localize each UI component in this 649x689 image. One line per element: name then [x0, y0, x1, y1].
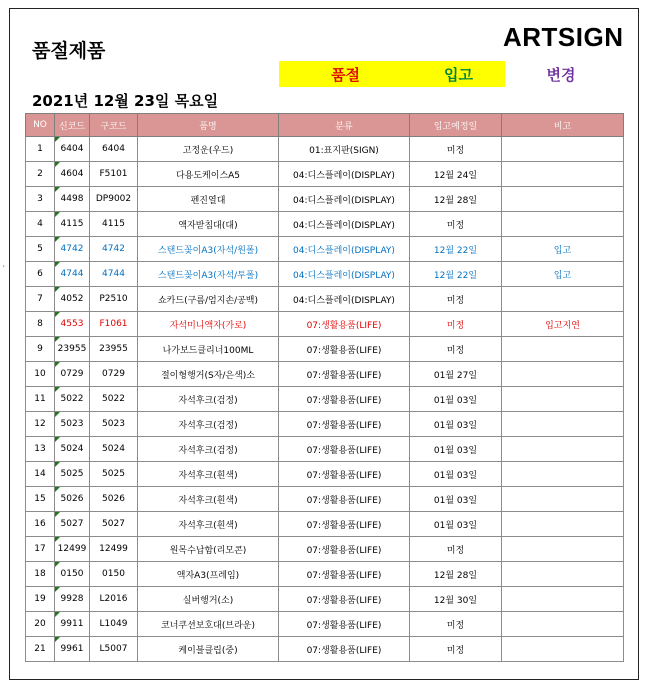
- cell-old-code: 6404: [90, 137, 138, 162]
- cell-arrival-date: 미정: [410, 612, 502, 637]
- cell-old-code: 12499: [90, 537, 138, 562]
- cell-product-name: 자석후크(흰색): [138, 512, 279, 537]
- cell-note: [502, 412, 624, 437]
- cell-category: 07:생활용품(LIFE): [279, 487, 410, 512]
- cell-no: 11: [26, 387, 55, 412]
- cell-no: 8: [26, 312, 55, 337]
- table-row: [26, 387, 624, 412]
- cell-old-code: 23955: [90, 337, 138, 362]
- cell-old-code: 5023: [90, 412, 138, 437]
- cell-product-name: 자석후크(검정): [138, 437, 279, 462]
- table-row: [26, 462, 624, 487]
- cell-product-name: 고정운(우드): [138, 137, 279, 162]
- cell-new-code: 4744: [55, 262, 90, 287]
- cell-note: [502, 487, 624, 512]
- table-row: [26, 637, 624, 662]
- cell-product-name: 코너쿠션보호대(브라운): [138, 612, 279, 637]
- cell-new-code: 0729: [55, 362, 90, 387]
- cell-category: 04:디스플레이(DISPLAY): [279, 237, 410, 262]
- table-row: [26, 162, 624, 187]
- cell-arrival-date: 01월 03일: [410, 387, 502, 412]
- cell-category: 04:디스플레이(DISPLAY): [279, 162, 410, 187]
- cell-old-code: 0729: [90, 362, 138, 387]
- cell-category: 04:디스플레이(DISPLAY): [279, 262, 410, 287]
- cell-product-name: 스탠드꽂이A3(자석/투폴): [138, 262, 279, 287]
- cell-no: 14: [26, 462, 55, 487]
- cell-arrival-date: 12월 30일: [410, 587, 502, 612]
- cell-product-name: 자석후크(흰색): [138, 487, 279, 512]
- cell-new-code: 4052: [55, 287, 90, 312]
- cell-product-name: 실버행거(소): [138, 587, 279, 612]
- table-row: [26, 587, 624, 612]
- cell-product-name: 나가보드클리너100ML: [138, 337, 279, 362]
- cell-no: 12: [26, 412, 55, 437]
- cell-note: [502, 637, 624, 662]
- cell-old-code: 5027: [90, 512, 138, 537]
- cell-category: 07:생활용품(LIFE): [279, 587, 410, 612]
- cell-new-code: 5026: [55, 487, 90, 512]
- table-row: [26, 537, 624, 562]
- cell-new-code: 5022: [55, 387, 90, 412]
- cell-note: [502, 362, 624, 387]
- cell-old-code: L5007: [90, 637, 138, 662]
- cell-old-code: 4744: [90, 262, 138, 287]
- cell-product-name: 액자A3(프레임): [138, 562, 279, 587]
- table-row: [26, 287, 624, 312]
- cell-arrival-date: 12월 22일: [410, 237, 502, 262]
- cell-category: 07:생활용품(LIFE): [279, 612, 410, 637]
- cell-note: [502, 512, 624, 537]
- cell-old-code: 5022: [90, 387, 138, 412]
- cell-category: 07:생활용품(LIFE): [279, 412, 410, 437]
- cell-arrival-date: 01월 03일: [410, 512, 502, 537]
- cell-new-code: 4742: [55, 237, 90, 262]
- cell-arrival-date: 미정: [410, 337, 502, 362]
- cell-new-code: 4115: [55, 212, 90, 237]
- cell-new-code: 4553: [55, 312, 90, 337]
- legend-arrival: 입고: [412, 61, 505, 87]
- column-header-category: 분류: [279, 114, 410, 137]
- cell-arrival-date: 미정: [410, 312, 502, 337]
- cell-new-code: 5027: [55, 512, 90, 537]
- cell-product-name: 자석후크(검정): [138, 387, 279, 412]
- column-header-product-name: 품명: [138, 114, 279, 137]
- cell-note: 입고: [502, 262, 624, 287]
- cell-old-code: 4742: [90, 237, 138, 262]
- cell-no: 4: [26, 212, 55, 237]
- document-sheet: [9, 8, 639, 680]
- cell-arrival-date: 미정: [410, 137, 502, 162]
- cell-no: 17: [26, 537, 55, 562]
- cell-category: 07:생활용품(LIFE): [279, 562, 410, 587]
- sheet-edge-mark: `: [2, 265, 6, 274]
- cell-no: 9: [26, 337, 55, 362]
- cell-no: 19: [26, 587, 55, 612]
- cell-note: [502, 337, 624, 362]
- cell-product-name: 액자받침대(대): [138, 212, 279, 237]
- soldout-table: [25, 113, 624, 662]
- cell-product-name: 자석후크(흰색): [138, 462, 279, 487]
- cell-old-code: 5026: [90, 487, 138, 512]
- cell-new-code: 4604: [55, 162, 90, 187]
- table-row: [26, 437, 624, 462]
- cell-old-code: 5024: [90, 437, 138, 462]
- cell-no: 13: [26, 437, 55, 462]
- cell-category: 04:디스플레이(DISPLAY): [279, 212, 410, 237]
- cell-old-code: F1061: [90, 312, 138, 337]
- cell-note: 입고: [502, 237, 624, 262]
- cell-category: 07:생활용품(LIFE): [279, 637, 410, 662]
- cell-new-code: 9961: [55, 637, 90, 662]
- table-row: [26, 512, 624, 537]
- page-title: 품절제품: [32, 40, 106, 62]
- cell-no: 16: [26, 512, 55, 537]
- cell-no: 6: [26, 262, 55, 287]
- legend-soldout: 품절: [279, 61, 412, 87]
- cell-no: 1: [26, 137, 55, 162]
- column-header-new-code: 신코드: [55, 114, 90, 137]
- cell-product-name: 스탠드꽂이A3(자석/원폴): [138, 237, 279, 262]
- cell-note: [502, 187, 624, 212]
- cell-category: 04:디스플레이(DISPLAY): [279, 287, 410, 312]
- cell-category: 01:표지판(SIGN): [279, 137, 410, 162]
- cell-no: 10: [26, 362, 55, 387]
- cell-new-code: 9911: [55, 612, 90, 637]
- cell-new-code: 23955: [55, 337, 90, 362]
- cell-note: [502, 537, 624, 562]
- report-date: 2021년 12월 23일 목요일: [32, 92, 219, 110]
- cell-category: 07:생활용품(LIFE): [279, 462, 410, 487]
- cell-product-name: 자석미니액자(가로): [138, 312, 279, 337]
- cell-no: 20: [26, 612, 55, 637]
- cell-category: 07:생활용품(LIFE): [279, 312, 410, 337]
- cell-arrival-date: 12월 28일: [410, 562, 502, 587]
- cell-note: [502, 562, 624, 587]
- cell-category: 07:생활용품(LIFE): [279, 512, 410, 537]
- cell-arrival-date: 미정: [410, 212, 502, 237]
- column-header-old-code: 구코드: [90, 114, 138, 137]
- cell-old-code: 5025: [90, 462, 138, 487]
- cell-note: [502, 387, 624, 412]
- cell-arrival-date: 01월 03일: [410, 462, 502, 487]
- cell-note: [502, 212, 624, 237]
- table-row: [26, 312, 624, 337]
- cell-old-code: DP9002: [90, 187, 138, 212]
- table-row: [26, 337, 624, 362]
- cell-product-name: 쇼카드(구름/엄지손/공백): [138, 287, 279, 312]
- cell-no: 5: [26, 237, 55, 262]
- cell-category: 04:디스플레이(DISPLAY): [279, 187, 410, 212]
- table-row: [26, 262, 624, 287]
- column-header-no: NO: [26, 114, 55, 137]
- cell-no: 7: [26, 287, 55, 312]
- cell-arrival-date: 12월 24일: [410, 162, 502, 187]
- table-row: [26, 137, 624, 162]
- cell-category: 07:생활용품(LIFE): [279, 537, 410, 562]
- cell-arrival-date: 미정: [410, 537, 502, 562]
- cell-product-name: 원목수납함(리모콘): [138, 537, 279, 562]
- cell-old-code: P2510: [90, 287, 138, 312]
- cell-category: 07:생활용품(LIFE): [279, 437, 410, 462]
- cell-no: 2: [26, 162, 55, 187]
- cell-category: 07:생활용품(LIFE): [279, 362, 410, 387]
- cell-arrival-date: 12월 22일: [410, 262, 502, 287]
- cell-arrival-date: 12월 28일: [410, 187, 502, 212]
- cell-product-name: 케이블클립(중): [138, 637, 279, 662]
- cell-arrival-date: 미정: [410, 637, 502, 662]
- table-row: [26, 237, 624, 262]
- cell-arrival-date: 01월 03일: [410, 437, 502, 462]
- cell-arrival-date: 01월 27일: [410, 362, 502, 387]
- cell-new-code: 9928: [55, 587, 90, 612]
- cell-no: 18: [26, 562, 55, 587]
- cell-no: 21: [26, 637, 55, 662]
- cell-old-code: 0150: [90, 562, 138, 587]
- cell-old-code: F5101: [90, 162, 138, 187]
- column-header-arrival-date: 입고예정일: [410, 114, 502, 137]
- cell-note: [502, 162, 624, 187]
- cell-new-code: 5024: [55, 437, 90, 462]
- cell-new-code: 6404: [55, 137, 90, 162]
- cell-new-code: 0150: [55, 562, 90, 587]
- cell-note: [502, 587, 624, 612]
- brand-logo: ARTSIGN: [503, 22, 624, 52]
- cell-note: [502, 287, 624, 312]
- cell-product-name: 펜진열대: [138, 187, 279, 212]
- cell-new-code: 12499: [55, 537, 90, 562]
- cell-new-code: 5023: [55, 412, 90, 437]
- legend-change: 변경: [546, 65, 576, 84]
- cell-old-code: 4115: [90, 212, 138, 237]
- cell-product-name: 절이형행거(S자/은색)소: [138, 362, 279, 387]
- cell-product-name: 자석후크(검정): [138, 412, 279, 437]
- cell-arrival-date: 01월 03일: [410, 487, 502, 512]
- table-row: [26, 412, 624, 437]
- cell-new-code: 4498: [55, 187, 90, 212]
- cell-note: 입고지연: [502, 312, 624, 337]
- cell-note: [502, 462, 624, 487]
- cell-note: [502, 437, 624, 462]
- cell-arrival-date: 01월 03일: [410, 412, 502, 437]
- cell-product-name: 다용도케이스A5: [138, 162, 279, 187]
- cell-no: 15: [26, 487, 55, 512]
- table-row: [26, 187, 624, 212]
- cell-note: [502, 137, 624, 162]
- cell-note: [502, 612, 624, 637]
- cell-arrival-date: 미정: [410, 287, 502, 312]
- table-row: [26, 562, 624, 587]
- table-header-row: [26, 114, 624, 137]
- table-row: [26, 362, 624, 387]
- column-header-note: 비고: [502, 114, 624, 137]
- table-row: [26, 612, 624, 637]
- cell-new-code: 5025: [55, 462, 90, 487]
- table-row: [26, 212, 624, 237]
- cell-old-code: L1049: [90, 612, 138, 637]
- cell-old-code: L2016: [90, 587, 138, 612]
- cell-category: 07:생활용품(LIFE): [279, 387, 410, 412]
- table-row: [26, 487, 624, 512]
- cell-no: 3: [26, 187, 55, 212]
- cell-category: 07:생활용품(LIFE): [279, 337, 410, 362]
